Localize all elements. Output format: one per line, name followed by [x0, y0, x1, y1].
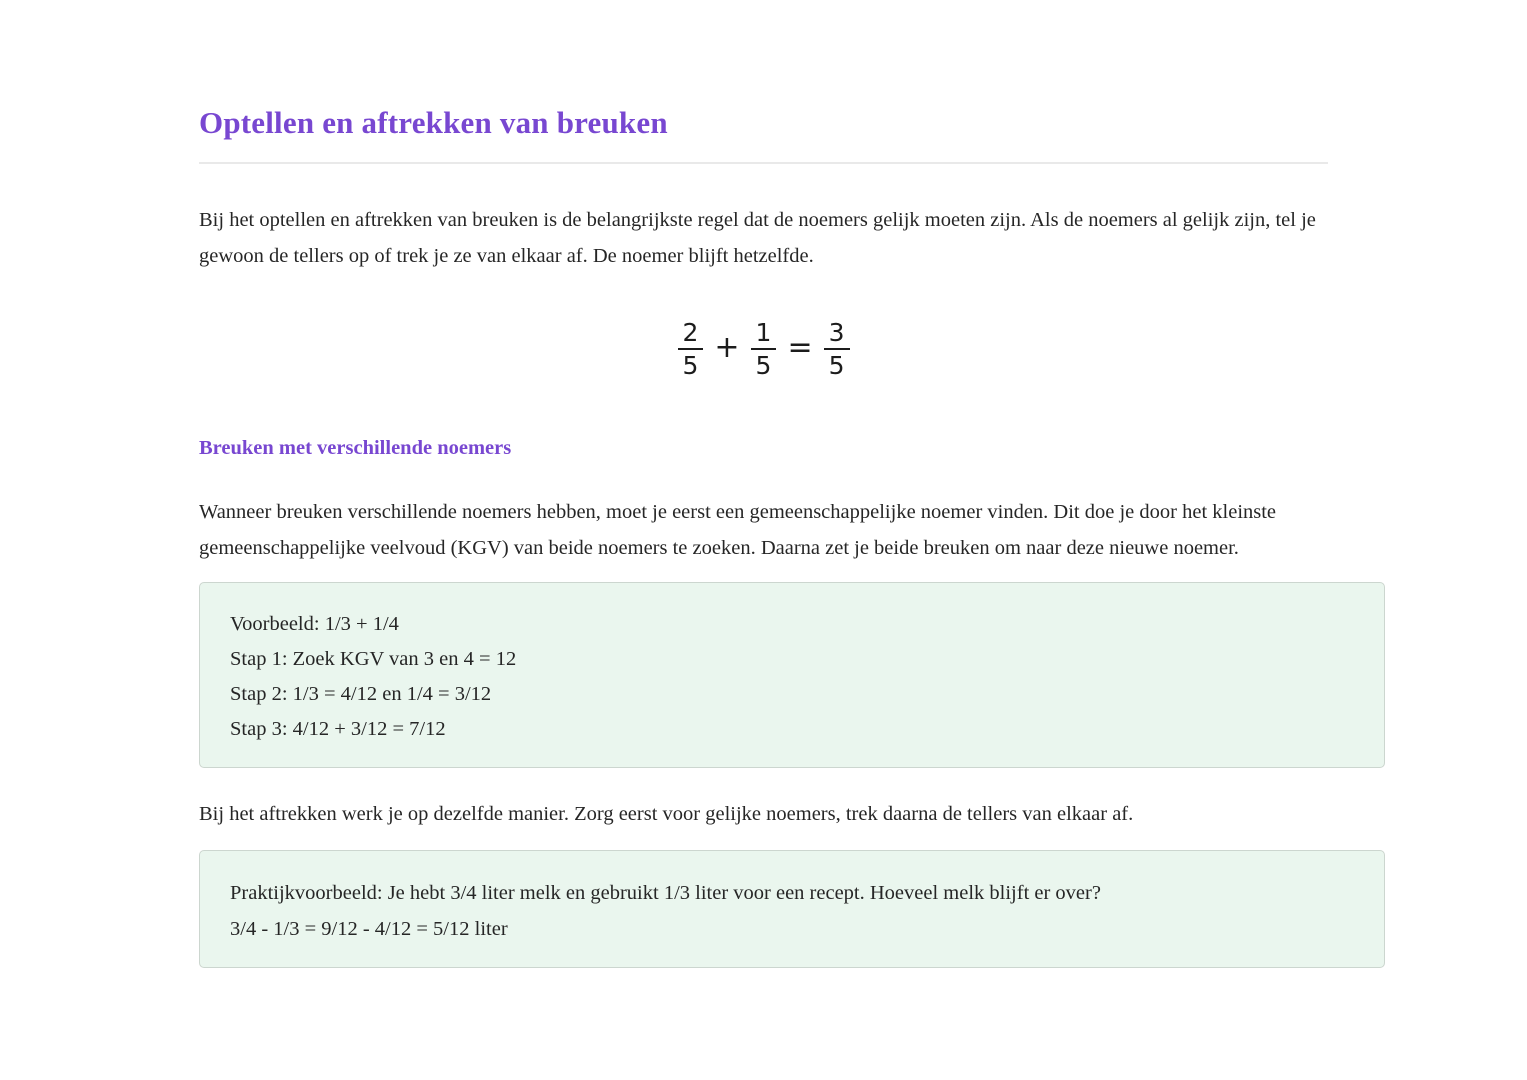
section-heading-different-denominators: Breuken met verschillende noemers — [199, 437, 512, 459]
practice-line: 3/4 - 1/3 = 9/12 - 4/12 = 5/12 liter — [230, 918, 508, 940]
fraction-second — [751, 318, 777, 380]
formula-container — [199, 318, 1328, 380]
plus-operator: + — [714, 329, 740, 365]
fraction-equation — [678, 318, 850, 380]
example-line: Voorbeeld: 1/3 + 1/4 — [230, 613, 399, 635]
fraction-result-denominator: 5 — [828, 351, 845, 380]
fraction-second-denominator: 5 — [755, 351, 772, 380]
fraction-second-numerator: 1 — [751, 318, 777, 350]
fraction-first — [678, 318, 704, 380]
fraction-first-numerator: 2 — [678, 318, 704, 350]
subtraction-note-paragraph: Bij het aftrekken werk je op dezelfde manier. Zorg eerst voor gelijke noemers, trek daarna de tellers van elkaar af. — [199, 803, 1134, 825]
example-box-practice — [199, 850, 1385, 968]
article-page — [199, 0, 1385, 968]
fraction-result — [824, 318, 850, 380]
title-divider — [199, 162, 1328, 164]
fraction-first-denominator: 5 — [682, 351, 699, 380]
practice-line: Praktijkvoorbeeld: Je hebt 3/4 liter melk en gebruikt 1/3 liter voor een recept. Hoeveel melk blijft er over? — [230, 882, 1101, 904]
page-title: Optellen en aftrekken van breuken — [199, 105, 668, 140]
example-line: Stap 3: 4/12 + 3/12 = 7/12 — [230, 718, 446, 740]
equals-operator: = — [787, 329, 813, 365]
example-line: Stap 2: 1/3 = 4/12 en 1/4 = 3/12 — [230, 683, 492, 705]
example-box-addition — [199, 582, 1385, 768]
intro-paragraph: Bij het optellen en aftrekken van breuken is de belangrijkste regel dat de noemers gelijk moeten zijn. Als de noemers al gelijk zijn, tel je gewoon de tellers op of trek je ze van elkaar af. De noemer blijft hetzelfde. — [199, 209, 1316, 267]
fraction-result-numerator: 3 — [824, 318, 850, 350]
example-line: Stap 1: Zoek KGV van 3 en 4 = 12 — [230, 648, 517, 670]
common-denominator-paragraph: Wanneer breuken verschillende noemers hebben, moet je eerst een gemeenschappelijke noemer vinden. Dit doe je door het kleinste gemeenschappelijke veelvoud (KGV) van beide noemers te zoeken. Daarna zet je beide breuken om naar deze nieuwe noemer. — [199, 501, 1277, 559]
